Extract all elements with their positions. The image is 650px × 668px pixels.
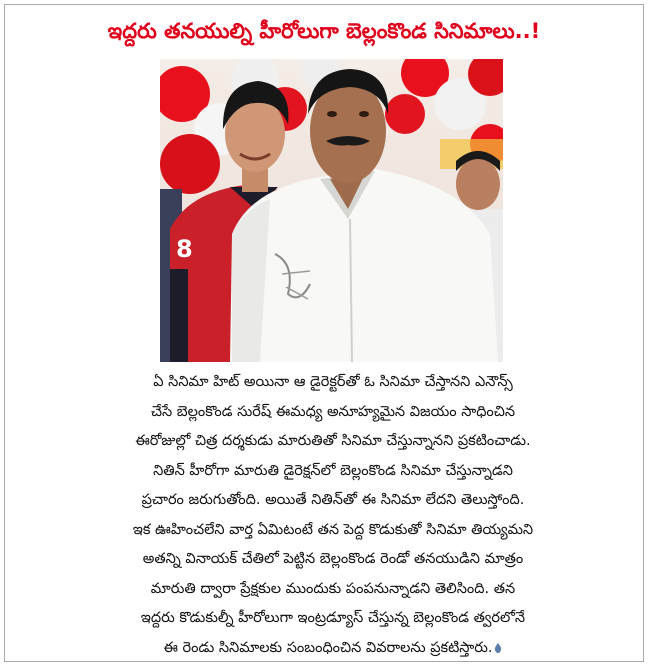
article-line: ప్రచారం జరుగుతోంది. అయితే నితిన్‌తో ఈ సినిమా లేదని తెలుస్తోంది. xyxy=(141,492,525,508)
photo-illustration xyxy=(160,59,503,362)
headline: ఇద్దరు తనయుల్ని హీరోలుగా బెల్లంకొండ సినిమాలు..! xyxy=(107,19,541,43)
shirt-number: 8 xyxy=(176,235,193,263)
background-person-head xyxy=(456,158,500,210)
article-line: చేసే బెల్లంకొండ సురేష్ ఈమధ్య అనూహ్యమైన విజయం సాధించిన xyxy=(150,403,516,420)
article-line: ఇక ఊహించలేని వార్త ఏమిటంటే తన పెద్ద కొడుకుతో సినిమా తియ్యమని xyxy=(132,521,534,538)
eye xyxy=(359,111,369,117)
article-line: ఏ సినిమా హిట్ అయినా ఆ డైరెక్టర్‌తో ఓ సినిమా చేస్తానని ఎనౌన్స్ xyxy=(153,374,513,390)
article-line: మారుతి ద్వారా ప్రేక్షకుల ముందుకు పంపనున్నాడని తెలిసింది. తన xyxy=(150,580,516,597)
shirt-stripe xyxy=(170,269,188,362)
article-photo xyxy=(160,59,503,362)
article-body xyxy=(63,368,603,663)
white-shirt xyxy=(230,169,498,362)
article-line: అతన్ని వినాయక్ చేతిలో పెట్టిన బెల్లంకొండ రెండో తనయుడిని మాత్రం xyxy=(142,551,524,567)
article-last-line xyxy=(63,634,603,664)
article-line: ఈరోజుల్లో చిత్ర దర్శకుడు మారుతితో సినిమా చేస్తున్నానని ప్రకటించాడు. xyxy=(135,433,531,449)
balloon-red xyxy=(160,134,220,194)
article-line: నితిన్ హీరోగా మారుతి డైరెక్షన్‌లో బెల్లంకొండ సినిమా చేస్తున్నాడని xyxy=(153,462,513,479)
eye xyxy=(327,111,337,117)
water-drop-icon xyxy=(494,643,502,653)
article-line: ఈ రెండు సినిమాలకు సంబంధించిన వివరాలను ప్రకటిస్తారు. xyxy=(163,639,493,656)
article-card xyxy=(4,4,644,662)
balloon-red xyxy=(385,94,425,134)
article-line: ఇద్దరు కొడుకుల్నీ హీరోలుగా ఇంట్రడ్యూస్ చేస్తున్న బెల్లంకొండ త్వరలోనే xyxy=(140,610,526,626)
